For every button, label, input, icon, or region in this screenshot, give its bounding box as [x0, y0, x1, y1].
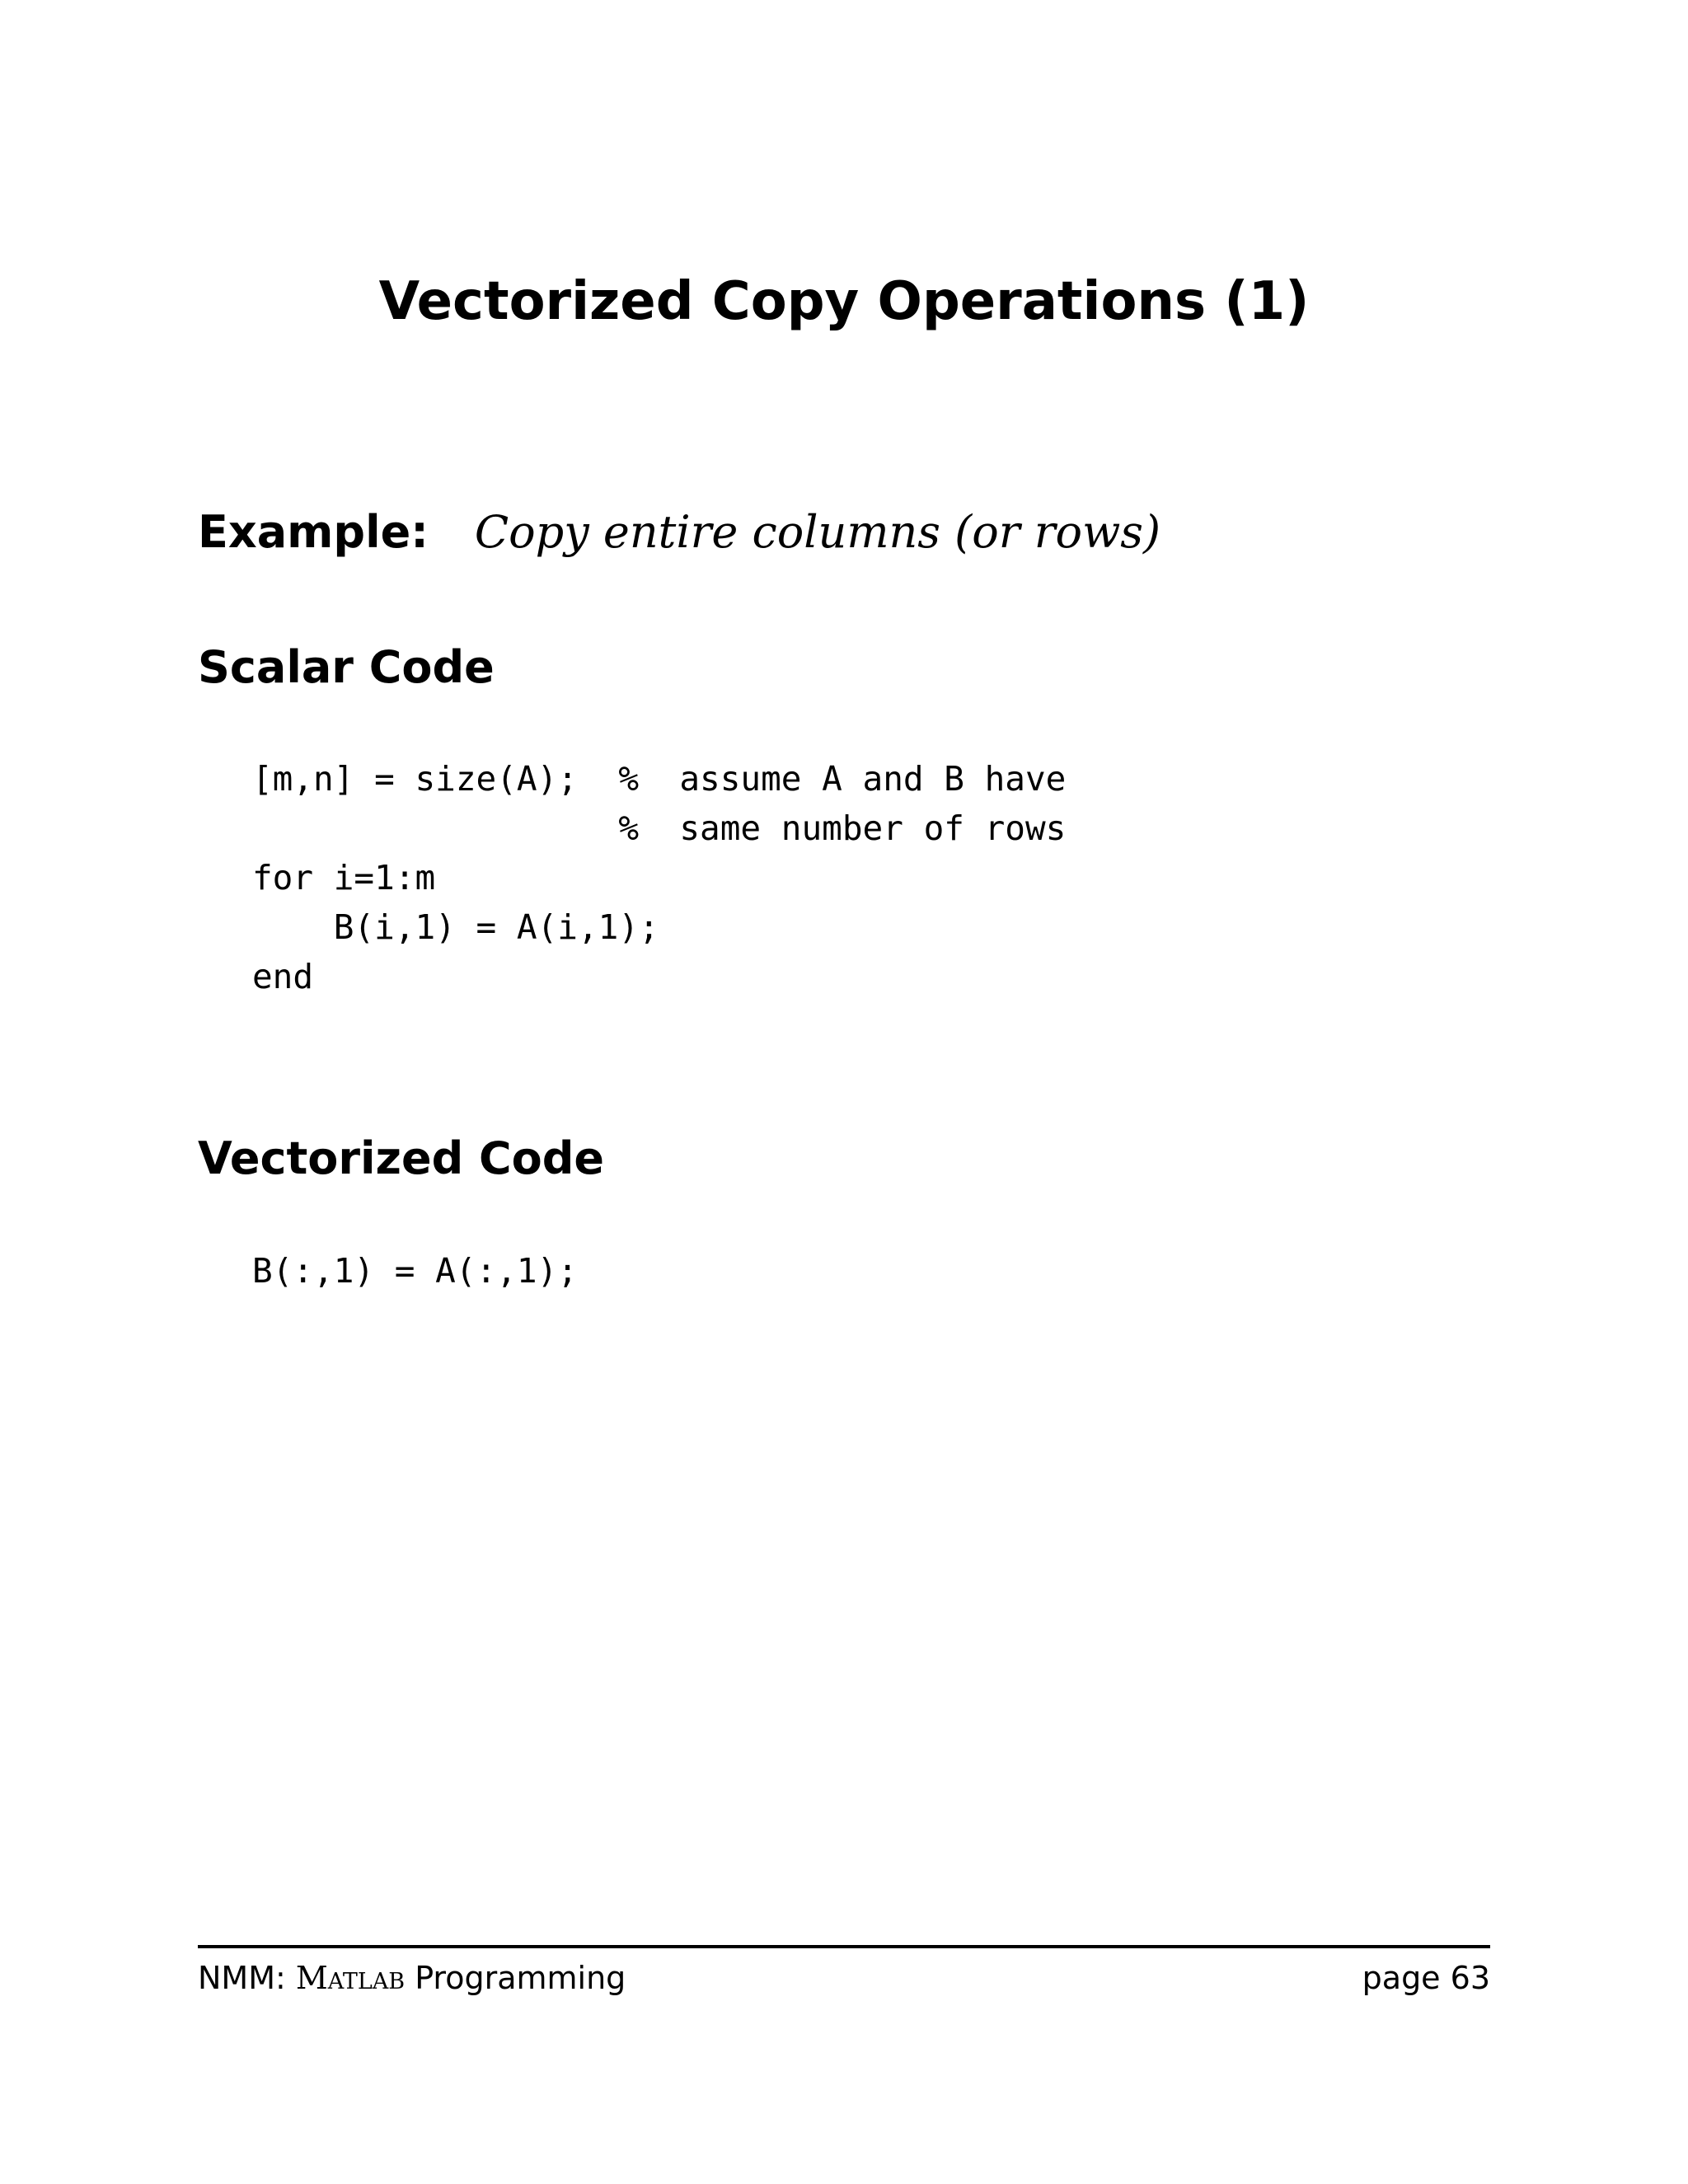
- footer-matlab: Matlab: [295, 1960, 406, 1996]
- scalar-code-block: [m,n] = size(A); % assume A and B have % same number of rows for i=1:m B(i,1) = A(i,1); end: [252, 759, 1067, 996]
- scalar-code-heading: Scalar Code: [198, 641, 495, 693]
- footer-suffix: Programming: [405, 1960, 626, 1996]
- example-description: Copy entire columns (or rows): [474, 506, 1161, 558]
- vectorized-code-block: B(:,1) = A(:,1);: [252, 1251, 578, 1291]
- example-line: [198, 501, 1160, 564]
- footer-divider: [198, 1945, 1490, 1948]
- vectorized-code-heading: Vectorized Code: [198, 1132, 605, 1184]
- page-number: page 63: [1362, 1960, 1490, 1996]
- example-label: Example:: [198, 506, 429, 558]
- slide-title: Vectorized Copy Operations (1): [378, 271, 1310, 332]
- footer-course-title: [198, 1957, 626, 1999]
- footer-prefix: NMM:: [198, 1960, 296, 1996]
